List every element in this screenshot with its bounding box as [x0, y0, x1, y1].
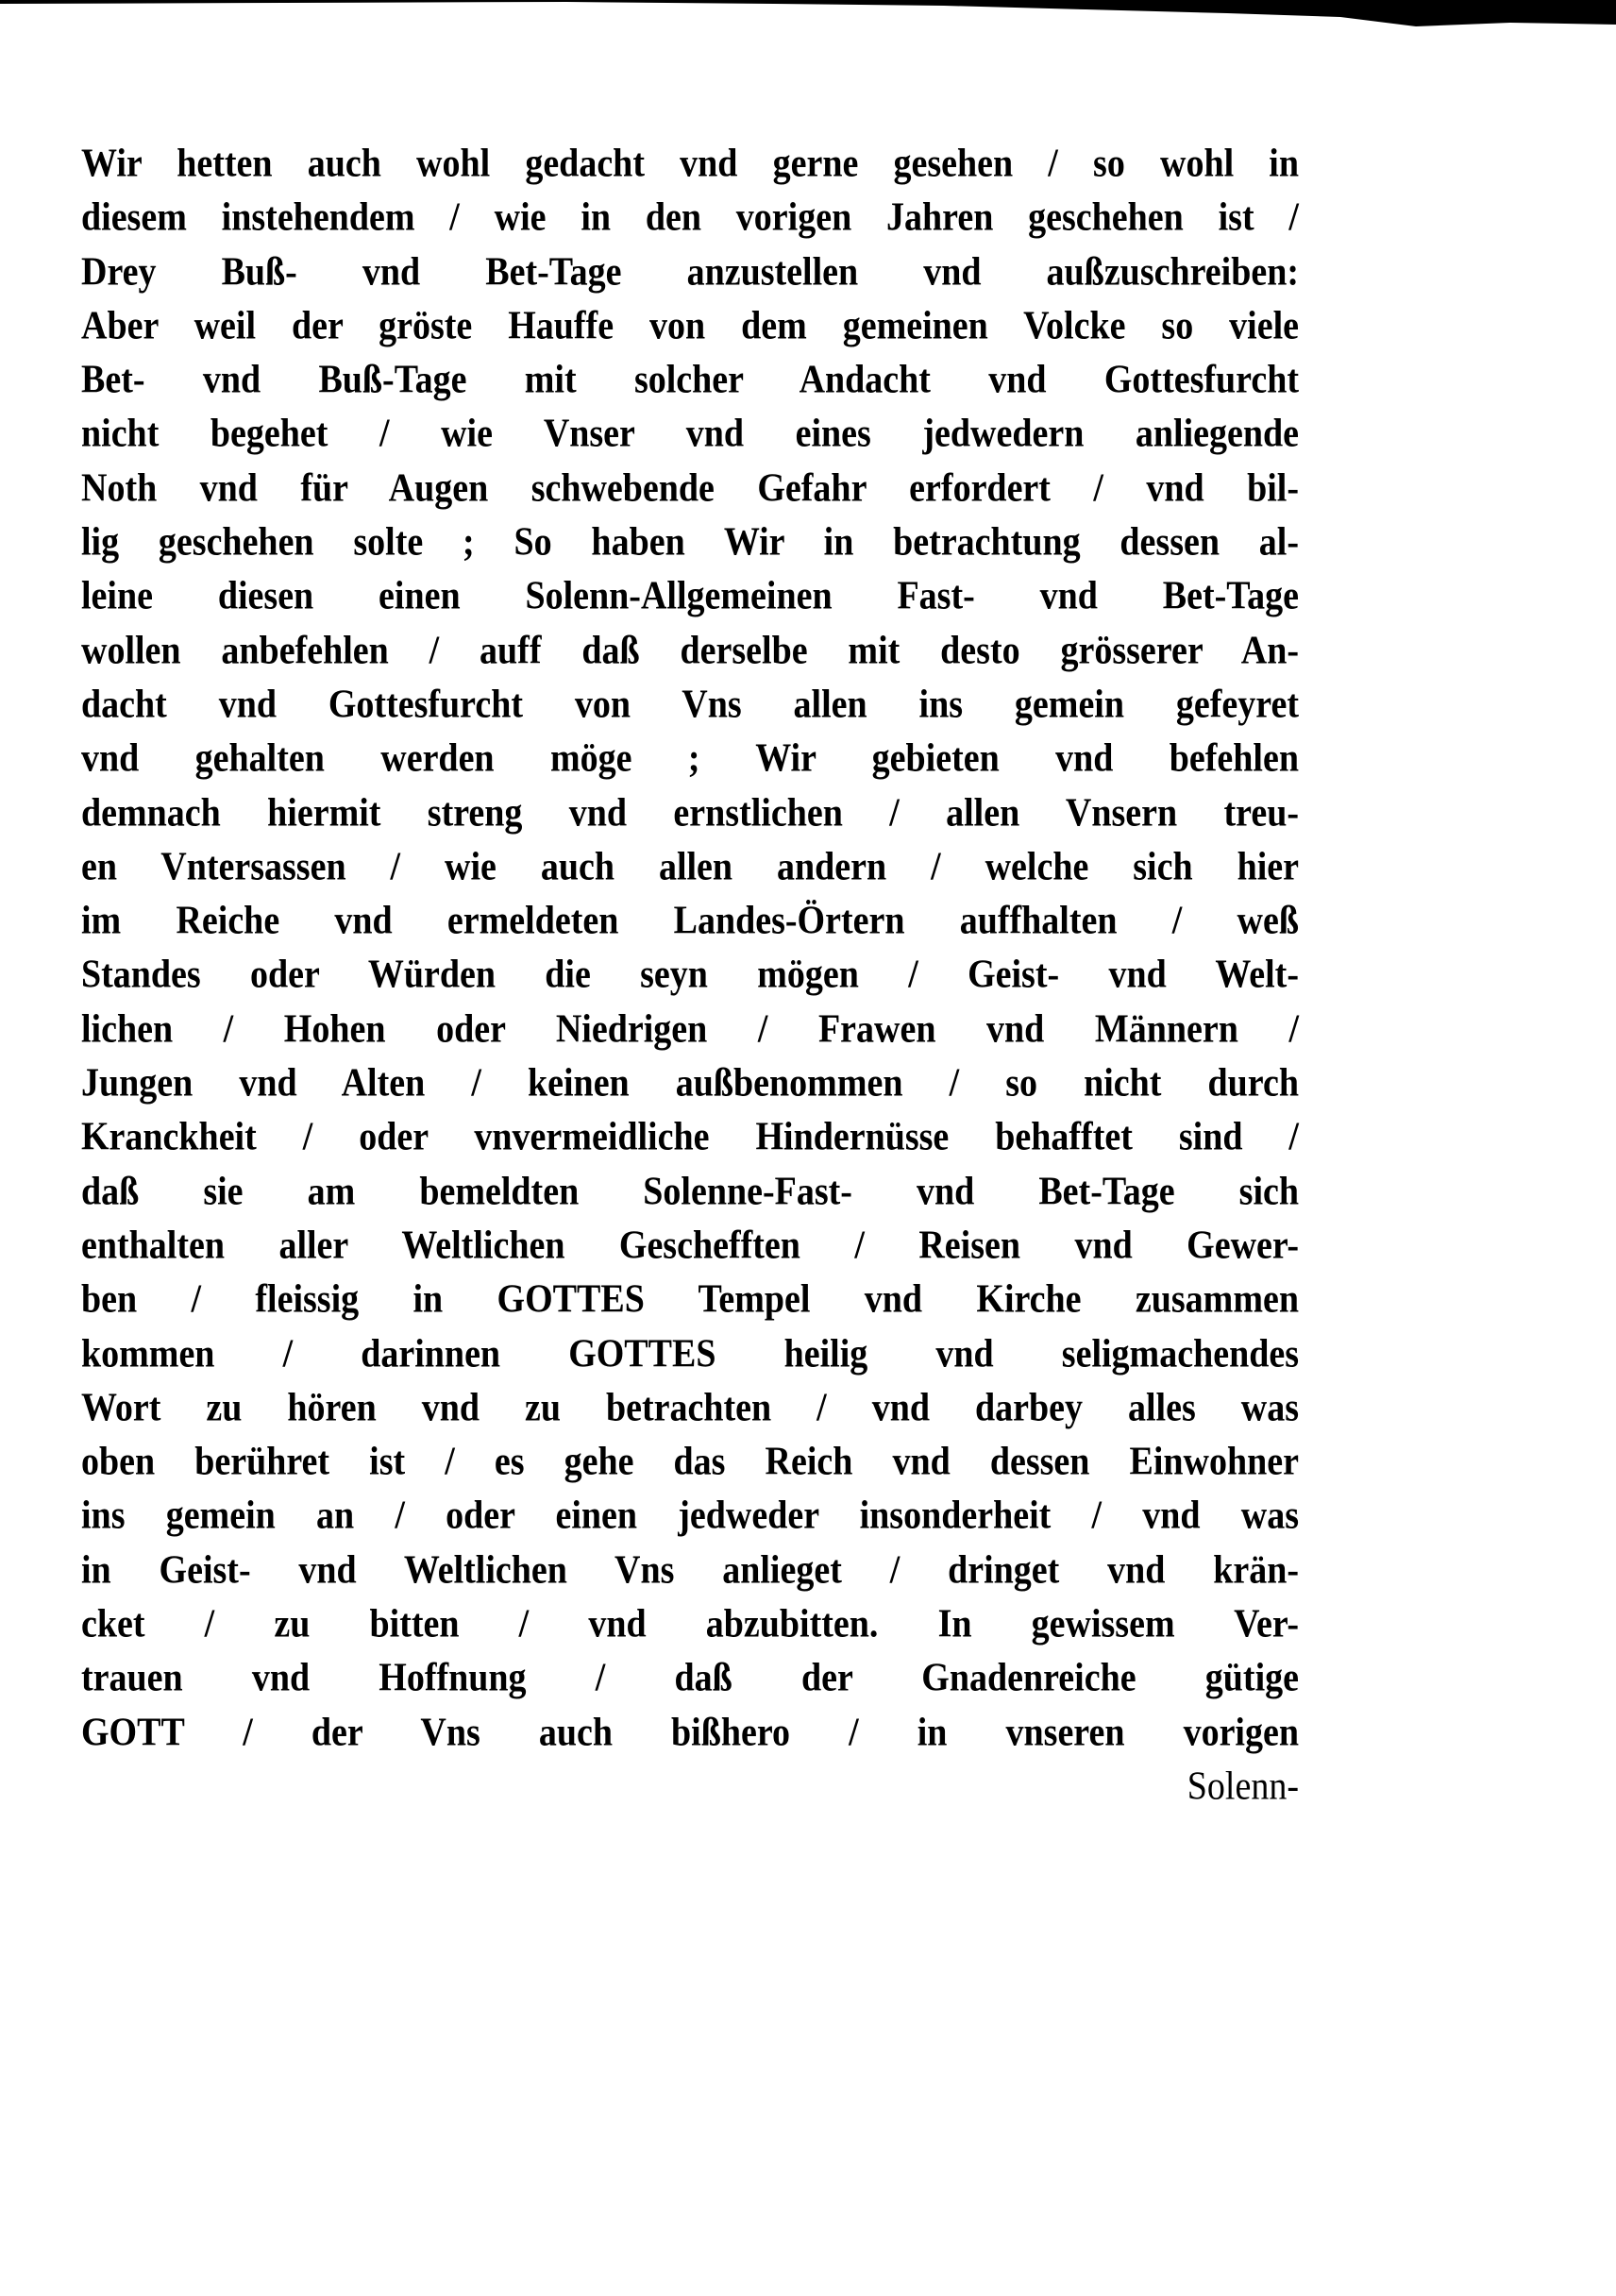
- text-line: in Geist- vnd Weltlichen Vns anlieget / dringet vnd krän-: [81, 1547, 1299, 1593]
- text-line: lig geschehen solte ; So haben Wir in betrachtung dessen al-: [81, 519, 1299, 565]
- text-line: en Vntersassen / wie auch allen andern / welche sich hier: [81, 844, 1299, 889]
- text-line: Jungen vnd Alten / keinen außbenommen / so nicht durch: [81, 1060, 1299, 1106]
- text-line: kommen / darinnen GOTTES heilig vnd seligmachendes: [81, 1330, 1299, 1376]
- text-line: ins gemein an / oder einen jedweder insonderheit / vnd was: [81, 1493, 1299, 1538]
- text-line: Standes oder Würden die seyn mögen / Geist- vnd Welt-: [81, 952, 1299, 997]
- document-body: [81, 137, 1299, 1814]
- text-line: enthalten aller Weltlichen Geschefften / Reisen vnd Gewer-: [81, 1223, 1299, 1268]
- text-line: daß sie am bemeldten Solenne-Fast- vnd Bet-Tage sich: [81, 1169, 1299, 1214]
- text-line: im Reiche vnd ermeldeten Landes-Örtern auffhalten / weß: [81, 898, 1299, 943]
- text-line: dacht vnd Gottesfurcht von Vns allen ins gemein gefeyret: [81, 682, 1299, 727]
- text-line: ben / fleissig in GOTTES Tempel vnd Kirche zusammen: [81, 1276, 1299, 1322]
- text-line: Noth vnd für Augen schwebende Gefahr erfordert / vnd bil-: [81, 465, 1299, 511]
- text-line: Aber weil der gröste Hauffe von dem gemeinen Volcke so viele: [81, 303, 1299, 348]
- text-line: nicht begehet / wie Vnser vnd eines jedwedern anliegende: [81, 411, 1299, 456]
- text-line: Drey Buß- vnd Bet-Tage anzustellen vnd außzuschreiben:: [81, 248, 1299, 295]
- text-line: cket / zu bitten / vnd abzubitten. In gewissem Ver-: [81, 1601, 1299, 1646]
- text-line: lichen / Hohen oder Niedrigen / Frawen vnd Männern /: [81, 1006, 1299, 1052]
- text-line: GOTT / der Vns auch bißhero / in vnseren vorigen: [81, 1710, 1299, 1755]
- text-line: trauen vnd Hoffnung / daß der Gnadenreiche gütige: [81, 1655, 1299, 1700]
- text-line: wollen anbefehlen / auff daß derselbe mit desto grösserer An-: [81, 628, 1299, 673]
- text-line: Bet- vnd Buß-Tage mit solcher Andacht vnd Gottesfurcht: [81, 357, 1299, 402]
- text-line: Kranckheit / oder vnvermeidliche Hindernüsse behafftet sind /: [81, 1114, 1299, 1159]
- text-line: Wort zu hören vnd zu betrachten / vnd darbey alles was: [81, 1385, 1299, 1430]
- text-line: oben berühret ist / es gehe das Reich vnd dessen Einwohner: [81, 1439, 1299, 1484]
- text-line: Wir hetten auch wohl gedacht vnd gerne gesehen / so wohl in: [81, 141, 1299, 186]
- text-line: leine diesen einen Solenn-Allgemeinen Fast- vnd Bet-Tage: [81, 573, 1299, 618]
- catchword: Solenn-: [1187, 1764, 1299, 1809]
- text-line: demnach hiermit streng vnd ernstlichen / allen Vnsern treu-: [81, 789, 1299, 836]
- text-line: diesem instehendem / wie in den vorigen Jahren geschehen ist /: [81, 194, 1299, 240]
- scan-page-edge: [0, 0, 1616, 38]
- text-line: vnd gehalten werden möge ; Wir gebieten vnd befehlen: [81, 735, 1299, 781]
